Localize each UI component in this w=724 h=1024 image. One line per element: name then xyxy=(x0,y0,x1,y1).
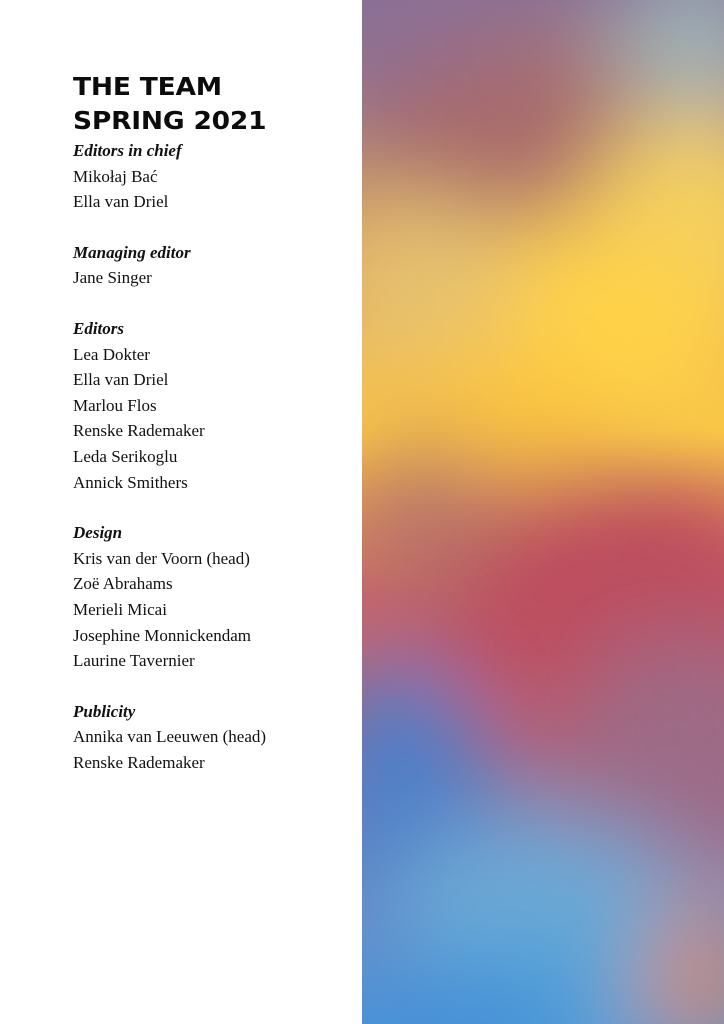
team-member-name: Annick Smithers xyxy=(73,472,188,492)
name-list xyxy=(73,164,353,215)
section-editors xyxy=(73,316,353,495)
team-member-name: Laurine Tavernier xyxy=(73,651,195,671)
name-list xyxy=(73,342,353,496)
name-list xyxy=(73,265,353,291)
section-editors-in-chief xyxy=(73,138,353,215)
section-managing-editor xyxy=(73,240,353,291)
section-heading: Editors xyxy=(73,318,125,338)
section-heading: Managing editor xyxy=(73,242,191,262)
page-title xyxy=(73,70,370,138)
team-member-name: Annika van Leeuwen (head) xyxy=(73,727,267,747)
team-member-name: Ella van Driel xyxy=(73,192,169,212)
team-member-name: Mikołaj Bać xyxy=(73,166,158,186)
gradient-artwork xyxy=(362,0,724,1024)
team-member-name: Kris van der Voorn (head) xyxy=(73,548,250,568)
team-member-name: Ella van Driel xyxy=(73,370,169,390)
team-member-name: Zoë Abrahams xyxy=(73,574,173,594)
name-list xyxy=(73,546,353,674)
team-member-name: Jane Singer xyxy=(73,268,152,288)
team-member-name: Merieli Micai xyxy=(73,599,167,619)
section-heading: Publicity xyxy=(73,701,136,721)
section-design xyxy=(73,520,353,674)
team-member-name: Leda Serikoglu xyxy=(73,446,178,466)
team-member-name: Lea Dokter xyxy=(73,344,150,364)
team-member-name: Josephine Monnickendam xyxy=(73,625,251,645)
team-member-name: Marlou Flos xyxy=(73,395,157,415)
page-title-line-1: THE TEAM xyxy=(73,72,222,101)
team-credits-column xyxy=(73,70,353,775)
section-publicity xyxy=(73,699,353,776)
name-list xyxy=(73,724,353,775)
section-heading: Design xyxy=(73,523,123,543)
team-member-name: Renske Rademaker xyxy=(73,752,205,772)
page-title-line-2: SPRING 2021 xyxy=(73,106,267,135)
blurred-color-gradient-image xyxy=(362,0,724,1024)
team-member-name: Renske Rademaker xyxy=(73,421,205,441)
section-heading: Editors in chief xyxy=(73,141,182,160)
